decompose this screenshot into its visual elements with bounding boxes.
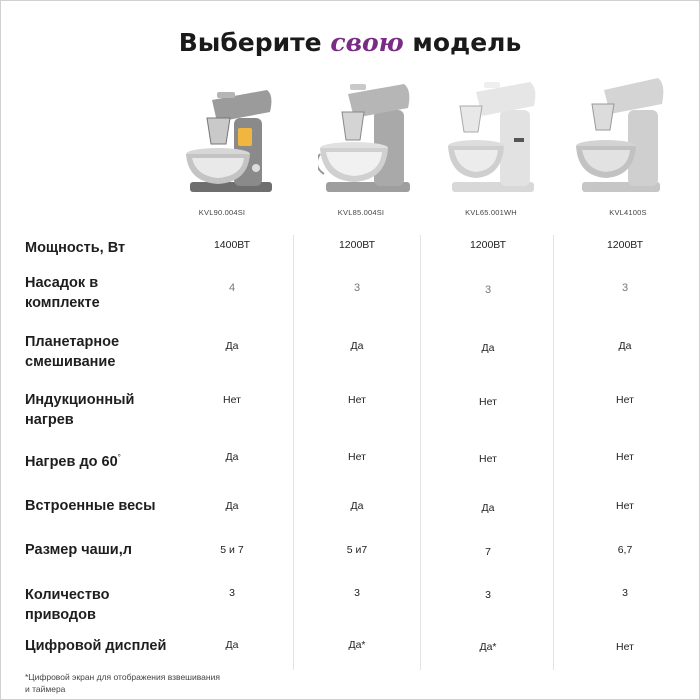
stand-mixer-silver — [318, 70, 448, 220]
table-cell: Да — [225, 340, 239, 352]
product-image-kvl65 — [448, 70, 578, 220]
table-cell: 1400ВТ — [213, 239, 251, 251]
row-label-heating-60 — [25, 448, 185, 472]
row-label-planetary-mixing: Планетарное смешивание — [25, 334, 120, 370]
row-label-digital-display: Цифровой дисплей — [25, 638, 167, 654]
table-cell: Да — [225, 639, 239, 651]
table-cell: Да — [481, 342, 495, 354]
table-cell: 1200ВТ — [338, 239, 376, 251]
table-cell: 3 — [354, 587, 360, 599]
row-label-bowl-size: Размер чаши,л — [25, 542, 132, 558]
product-image-kvl90 — [172, 70, 302, 220]
title-part-2: модель — [412, 28, 522, 57]
stand-mixer-silver-plain — [574, 70, 700, 220]
table-cell: Нет — [479, 396, 497, 408]
column-divider — [420, 235, 421, 670]
model-label: KVL85.004SI — [337, 208, 385, 217]
model-label: KVL90.004SI — [198, 208, 246, 217]
table-cell: 3 — [621, 282, 629, 294]
table-cell: 3 — [485, 589, 491, 601]
table-cell: Нет — [616, 451, 634, 463]
row-label-drives: Количество приводов — [25, 587, 110, 623]
table-cell: 1200ВТ — [606, 239, 644, 251]
table-cell: Да* — [348, 639, 366, 651]
table-cell: Нет — [479, 453, 497, 465]
model-label: KVL4100S — [609, 208, 647, 217]
table-cell: Нет — [223, 394, 241, 406]
table-cell: Нет — [616, 394, 634, 406]
table-cell: Да — [618, 340, 632, 352]
table-cell: 5 и7 — [346, 544, 368, 556]
table-cell: Да — [481, 502, 495, 514]
row-label-attachments: Насадок в комплекте — [25, 275, 100, 311]
stand-mixer-silver-with-display — [172, 70, 302, 220]
degree-sign: ° — [117, 453, 121, 462]
product-image-kvl85 — [318, 70, 448, 220]
table-cell: Нет — [616, 500, 634, 512]
table-cell: 7 — [485, 546, 491, 558]
table-cell: 5 и 7 — [220, 544, 244, 556]
table-cell: 4 — [228, 282, 236, 294]
table-cell: 3 — [484, 284, 492, 296]
table-cell: Нет — [348, 394, 366, 406]
row-label-built-in-scales: Встроенные весы — [25, 498, 156, 514]
page-title — [0, 28, 700, 57]
footnote: *Цифровой экран для отображения взвешивания и таймера — [25, 672, 220, 694]
row-label-induction-heating: Индукционный нагрев — [25, 392, 135, 428]
heating-label-text: Нагрев до 60 — [25, 453, 118, 470]
table-cell: Да — [225, 451, 239, 463]
table-cell: 1200ВТ — [469, 239, 507, 251]
stand-mixer-white — [448, 70, 578, 220]
table-cell: Нет — [616, 641, 634, 653]
row-label-power: Мощность, Вт — [25, 240, 126, 256]
column-divider — [553, 235, 554, 670]
table-cell: 3 — [622, 587, 628, 599]
table-cell: Да — [225, 500, 239, 512]
title-part-1: Выберите — [178, 28, 322, 57]
title-accent-word: свою — [330, 28, 404, 57]
table-cell: Нет — [348, 451, 366, 463]
table-cell: Да — [350, 500, 364, 512]
product-image-kvl4100 — [574, 70, 700, 220]
table-cell: 6,7 — [617, 544, 633, 556]
model-label: KVL65.001WH — [465, 208, 517, 217]
table-cell: 3 — [229, 587, 235, 599]
table-cell: 3 — [353, 282, 361, 294]
table-cell: Да* — [479, 641, 497, 653]
column-divider — [293, 235, 294, 670]
table-cell: Да — [350, 340, 364, 352]
